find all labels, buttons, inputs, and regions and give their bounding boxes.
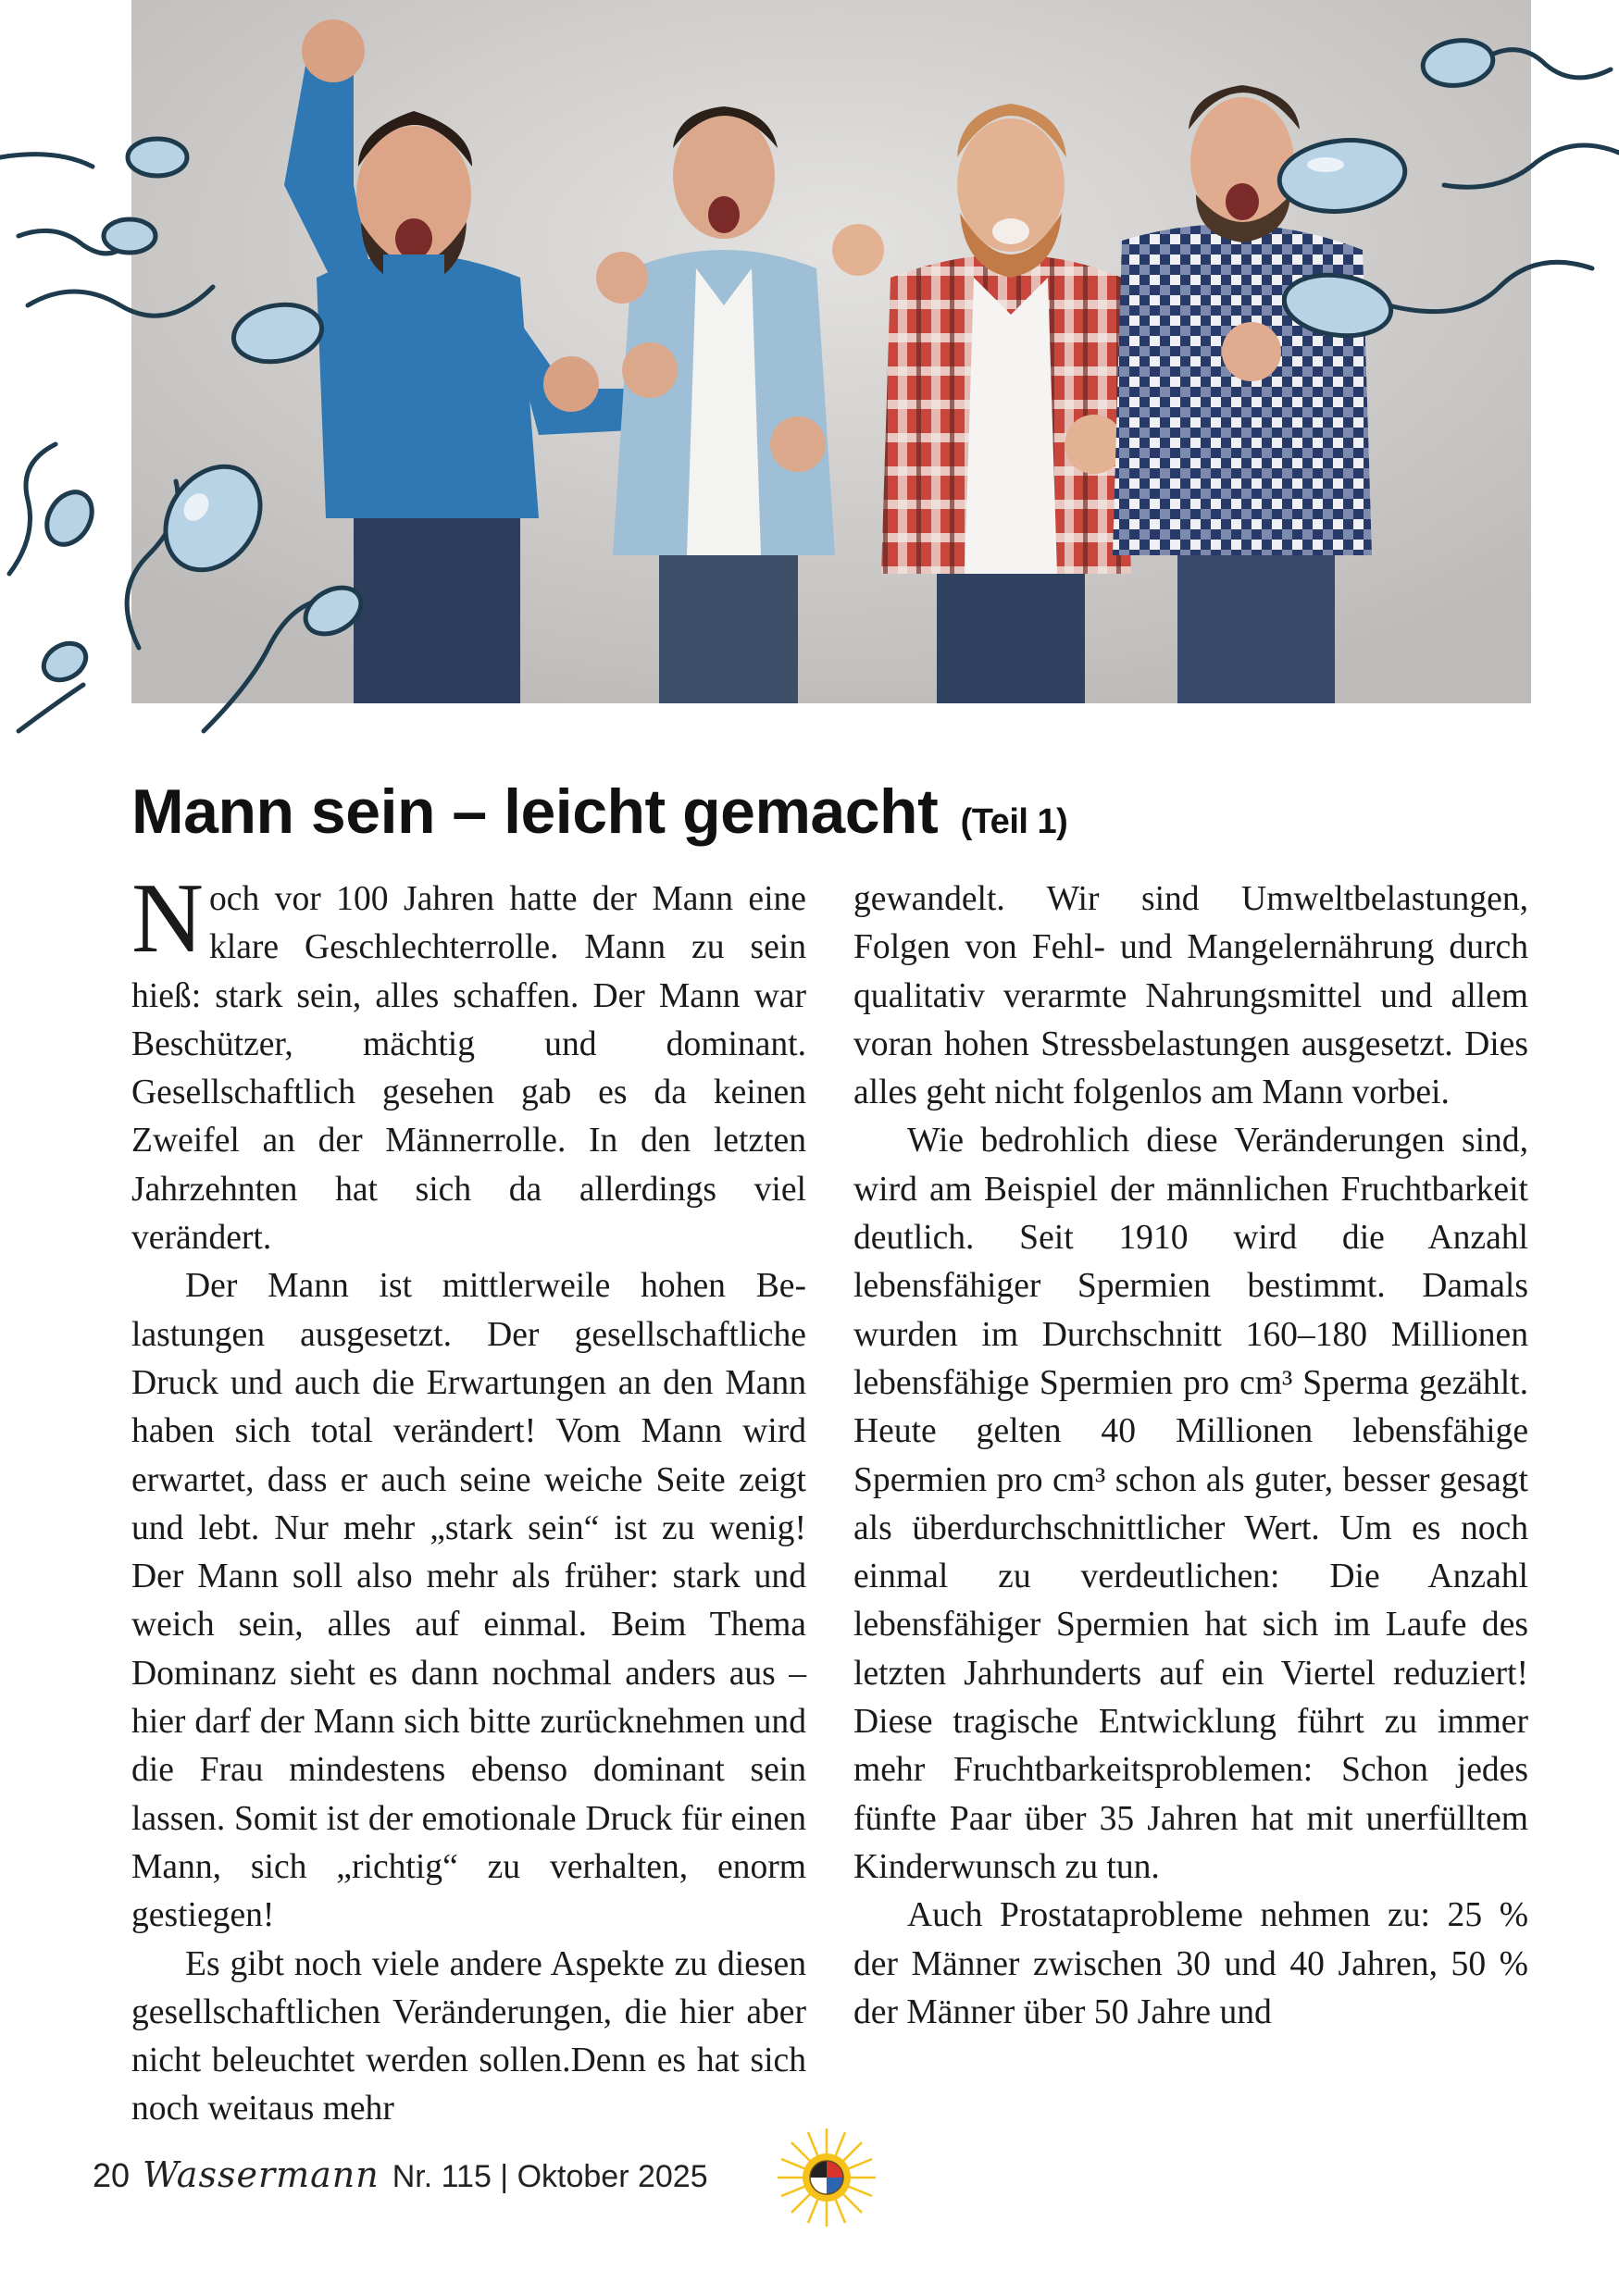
page-number: 20 <box>93 2156 131 2194</box>
left-column <box>131 863 806 2134</box>
paragraph-2: Der Mann ist mittlerweile hohen Belastungen ausgesetzt. Der gesellschaftliche Druck und auch die Erwartungen an den Mann haben sich total verändert! Vom Mann wird erwartet, dass er auch seine weiche Seite zeigt und lebt. Nur mehr „stark sein“ ist zu wenig! Der Mann soll also mehr als früher: stark und weich sein, alles auf einmal. Beim Thema Dominanz sieht es dann nochmal anders aus – hier darf der Mann sich bitte zurücknehmen und die Frau mindestens ebenso dominant sein lassen. Somit ist der emotionale Druck für einen Mann, sich „richtig“ zu verhalten, enorm gestiegen! <box>131 1267 806 1935</box>
article-title <box>131 776 1067 848</box>
paragraph-5: Wie bedrohlich diese Veränderungen sind, wird am Beispiel der männlichen Fruchtbarkeit deutlich. Seit 1910 wird die Anzahl lebensfähiger Spermien bestimmt. Damals wurden im Durchschnitt 160–180 Millionen lebensfähige Spermien pro cm³ Sperma gezählt. Heute gelten 40 Millionen lebensfähige Spermien pro cm³ schon als guter, besser gesagt als überdurchschnittlicher Wert. Um es noch einmal zu verdeutlichen: Die Anzahl lebensfähiger Spermien hat sich im Laufe des letzten Jahrhunderts auf ein Viertel reduziert! Diese tragische Entwicklung führt zu immer mehr Fruchtbarkeitsproblemen: Schon jedes fünfte Paar über 35 Jahren hat mit unerfülltem Kinderwunsch zu tun. <box>853 1122 1528 1886</box>
article-title-text: Mann sein – leicht gemacht <box>131 776 939 847</box>
header-photo <box>131 0 1531 703</box>
paragraph-3: Es gibt noch viele andere Aspekte zu diesen gesellschaftlichen Veränderungen, die hier aber nicht beleuchtet werden sollen.Denn es hat sich noch weitaus mehr <box>131 1944 806 2128</box>
page-footer <box>93 2154 708 2201</box>
article-title-suffix: (Teil 1) <box>960 802 1068 841</box>
four-cheering-men-photo <box>131 0 1531 703</box>
paragraph-4: gewandelt. Wir sind Umweltbelastungen, Folgen von Fehl- und Mangelernährung durch qualitativ verarmte Nahrungsmittel und allem voran hohen Stressbelastungen ausgesetzt. Dies alles geht nicht folgenlos am Mann vorbei. <box>853 880 1528 1112</box>
paragraph-1-text: och vor 100 Jahren hatte der Mann eine klare Geschlechterrolle. Mann zu sein hieß: stark sein, alles schaffen. Der Mann war Beschützer, mächtig und dominant. Gesellschaftlich gesehen gab es da keinen Zweifel an der Männerrolle. In den letzten Jahrzehnten hat sich da allerdings viel verändert. <box>131 880 806 1258</box>
dropcap: N <box>131 863 204 974</box>
sun-logo-icon <box>776 2127 878 2228</box>
paragraph-1 <box>131 863 806 1262</box>
magazine-name: Wassermann <box>143 2154 380 2195</box>
paragraph-6: Auch Prostataprobleme nehmen zu: 25 % der Männer zwischen 30 und 40 Jahren, 50 % der Männer über 50 Jahre und <box>853 1896 1528 2031</box>
issue-info: Nr. 115 | Oktober 2025 <box>392 2159 708 2194</box>
right-column <box>853 875 1528 2037</box>
